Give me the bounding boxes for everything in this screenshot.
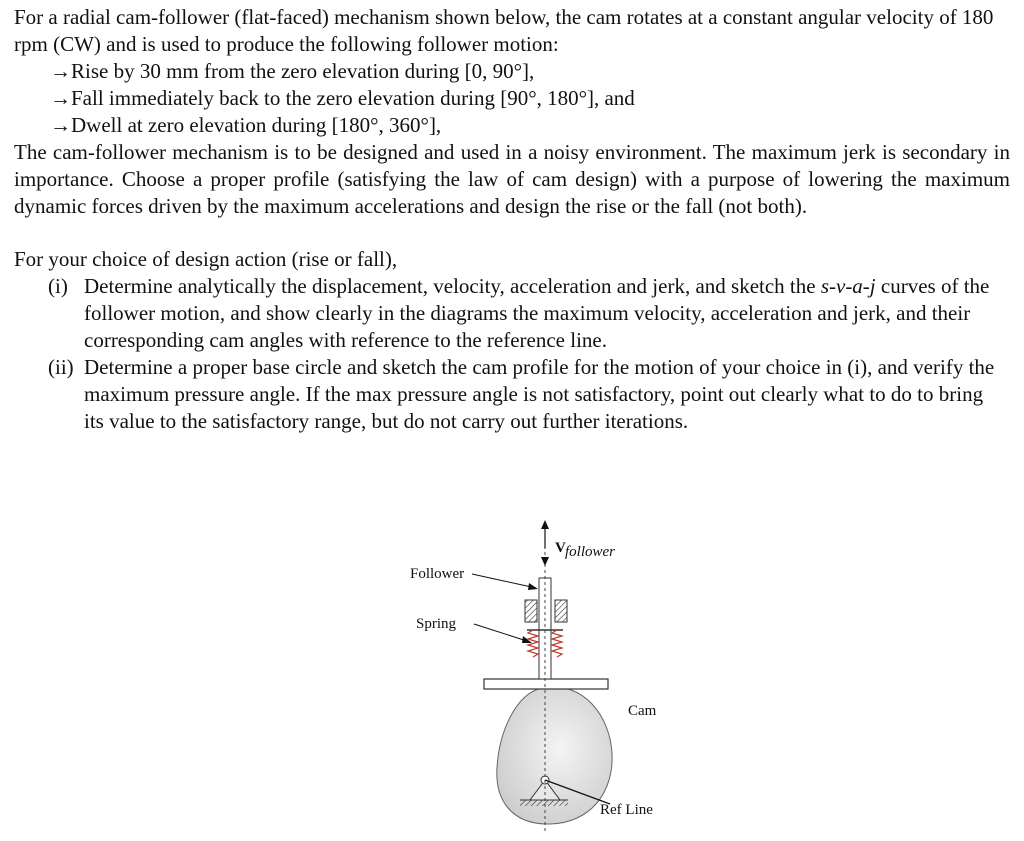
- guide-left: [525, 600, 537, 622]
- velocity-label: V: [555, 540, 566, 556]
- follower-arrowhead-icon: [528, 583, 538, 590]
- task-number: (ii): [48, 355, 74, 379]
- ref-line-label: Ref Line: [600, 802, 653, 818]
- task-text-before: Determine a proper base circle and sketch the cam profile for the motion of your choice in (i), and verify the maximum pressure angle. If the max pressure angle is not satisfactory, point out clearly what to do to bring its value to the satisfactory range, but do not carry out further iterations.: [84, 355, 995, 433]
- intro-paragraph: For a radial cam-follower (flat-faced) mechanism shown below, the cam rotates at a constant angular velocity of 180 rpm (CW) and is used to produce the following follower motion:: [14, 5, 994, 56]
- spring-left: [528, 630, 538, 657]
- mechanism-diagram: [400, 518, 690, 836]
- velocity-arrow-down-icon: [541, 557, 549, 566]
- task-text-before: Determine analytically the displacement, velocity, acceleration and jerk, and sketch the: [84, 274, 821, 298]
- velocity-arrow-up-icon: [541, 520, 549, 529]
- follower-label: Follower: [410, 566, 465, 582]
- velocity-subscript: follower: [565, 544, 616, 560]
- follower-leader: [472, 574, 536, 588]
- spring-leader: [474, 624, 530, 642]
- cam-follower-figure: [400, 518, 690, 836]
- cam-label: Cam: [628, 703, 657, 719]
- follower-flat-face: [484, 679, 608, 689]
- guide-right: [555, 600, 567, 622]
- task-item: [14, 354, 1010, 435]
- task-text-emphasis: s-v-a-j: [820, 274, 876, 298]
- motion-rise: →Rise by 30 mm from the zero elevation during [0, 90°],: [50, 59, 535, 83]
- task-number: (i): [48, 274, 68, 298]
- task-item: [14, 273, 1010, 354]
- problem-statement: [14, 4, 1010, 435]
- spring-label: Spring: [416, 616, 457, 632]
- context-paragraph: The cam-follower mechanism is to be designed and used in a noisy environment. The maximum jerk is secondary in importance. Choose a proper profile (satisfying the law of cam design) with a purpose of lowering the maximum dynamic forces driven by the maximum accelerations and design the rise or the fall (not both).: [14, 140, 1010, 218]
- follower-stem: [539, 578, 551, 679]
- choice-intro: For your choice of design action (rise or fall),: [14, 247, 398, 271]
- motion-dwell: →Dwell at zero elevation during [180°, 360°],: [50, 113, 442, 137]
- spring-right: [552, 630, 562, 657]
- ground-hatch: [520, 800, 568, 806]
- task-text-after: curves of the follower motion, and show clearly in the diagrams the maximum velocity, acceleration and jerk, and their corresponding cam angles with reference to the reference line.: [84, 274, 990, 352]
- motion-fall: →Fall immediately back to the zero elevation during [90°, 180°], and: [50, 86, 635, 110]
